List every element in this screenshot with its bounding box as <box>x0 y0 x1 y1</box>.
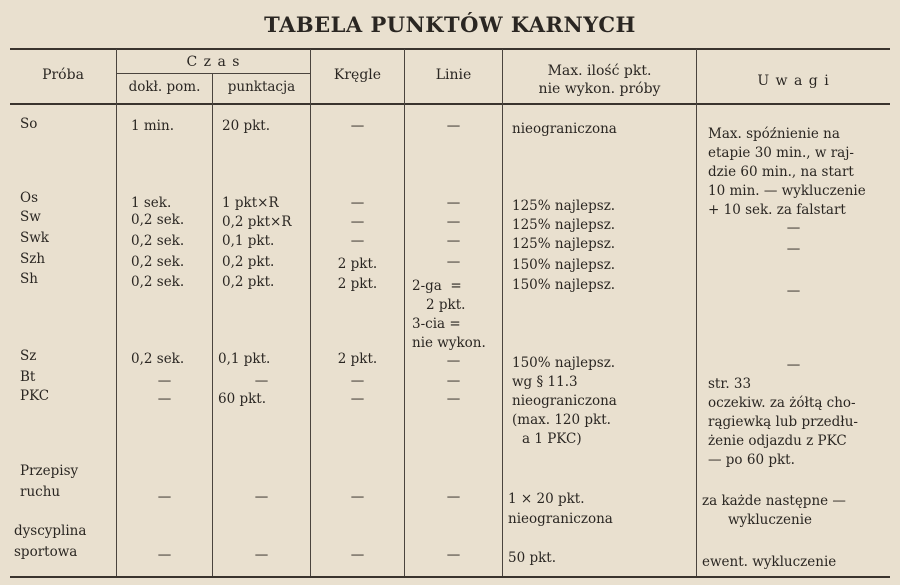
max-swk: 125% najlepsz. <box>512 236 616 252</box>
linie-przepisy: — <box>446 489 461 505</box>
uwagi-pkc-line1: oczekiw. za żółtą cho- <box>708 395 856 411</box>
max-sz: 150% najlepsz. <box>512 355 616 371</box>
punkt-dyscyplina: — <box>254 547 269 563</box>
punkt-so: 20 pkt. <box>222 118 271 134</box>
punkt-sz: 0,1 pkt. <box>218 351 271 367</box>
punkt-sw: 0,2 pkt×R <box>222 214 292 230</box>
uwagi-sz: — <box>786 357 801 373</box>
proba-pkc: PKC <box>20 388 50 404</box>
punkt-przepisy: — <box>254 489 269 505</box>
max-so: nieograniczona <box>512 121 617 137</box>
uwagi-so-line2: etapie 30 min., w raj- <box>708 145 854 161</box>
column-divider <box>502 49 503 576</box>
dokl-bt: — <box>157 373 172 389</box>
linie-swk: — <box>446 233 461 249</box>
uwagi-pkc-line3: żenie odjazdu z PKC <box>708 433 847 449</box>
uwagi-so-line1: Max. spóźnienie na <box>708 126 840 142</box>
max-pkc-line3: a 1 PKC) <box>522 431 582 447</box>
uwagi-swk: — <box>786 220 801 236</box>
header-kregle: Kręgle <box>333 67 382 83</box>
table-bottom-border <box>10 576 890 578</box>
proba-os: Os <box>20 190 38 206</box>
max-pkc-line1: nieograniczona <box>512 393 617 409</box>
proba-dyscyplina-line2: sportowa <box>14 544 78 560</box>
max-przepisy-line1: 1 × 20 pkt. <box>508 491 585 507</box>
kregle-bt: — <box>350 373 365 389</box>
header-dokl-pom: dokł. pom. <box>128 79 201 95</box>
dokl-przepisy: — <box>157 489 172 505</box>
dokl-dyscyplina: — <box>157 547 172 563</box>
dokl-pkc: — <box>157 391 172 407</box>
proba-sw: Sw <box>20 209 41 225</box>
max-dyscyplina: 50 pkt. <box>508 550 557 566</box>
uwagi-przepisy-line2: wykluczenie <box>728 512 813 528</box>
kregle-sz: 2 pkt. <box>337 351 378 367</box>
uwagi-przepisy-line1: za każde następne — <box>702 493 846 509</box>
uwagi-so-line4: 10 min. — wykluczenie <box>708 183 866 199</box>
table-top-border <box>10 48 890 50</box>
punkt-swk: 0,1 pkt. <box>222 233 275 249</box>
linie-pkc: — <box>446 391 461 407</box>
header-proba: Próba <box>42 67 84 83</box>
linie-sh-line4: nie wykon. <box>412 335 486 351</box>
proba-sz: Sz <box>20 348 37 364</box>
proba-przepisy-line2: ruchu <box>20 484 61 500</box>
linie-szh: — <box>446 254 461 270</box>
proba-przepisy-line1: Przepisy <box>20 463 79 479</box>
kregle-swk: — <box>350 233 365 249</box>
punkt-bt: — <box>254 373 269 389</box>
max-sw: 125% najlepsz. <box>512 217 616 233</box>
linie-os: — <box>446 195 461 211</box>
proba-dyscyplina-line1: dyscyplina <box>14 523 87 539</box>
dokl-sw: 0,2 sek. <box>131 212 185 228</box>
dokl-so: 1 min. <box>131 118 174 134</box>
punkt-szh: 0,2 pkt. <box>222 254 275 270</box>
kregle-so: — <box>350 118 365 134</box>
punkt-pkc: 60 pkt. <box>218 391 267 407</box>
header-punktacja: punktacja <box>227 79 296 95</box>
linie-dyscyplina: — <box>446 547 461 563</box>
uwagi-bt: str. 33 <box>708 376 752 392</box>
uwagi-so-line3: dzie 60 min., na start <box>708 164 854 180</box>
linie-sw: — <box>446 214 461 230</box>
dokl-szh: 0,2 sek. <box>131 254 185 270</box>
header-max-line2: nie wykon. próby <box>538 81 661 97</box>
max-pkc-line2: (max. 120 pkt. <box>512 412 611 428</box>
dokl-sz: 0,2 sek. <box>131 351 185 367</box>
linie-sh-line3: 3-cia = <box>412 316 461 332</box>
linie-sz: — <box>446 353 461 369</box>
max-os: 125% najlepsz. <box>512 198 616 214</box>
uwagi-sh: — <box>786 283 801 299</box>
linie-sh-line1: 2-ga = <box>412 278 462 294</box>
kregle-sh: 2 pkt. <box>337 276 378 292</box>
max-szh: 150% najlepsz. <box>512 257 616 273</box>
uwagi-pkc-line4: — po 60 pkt. <box>708 452 795 468</box>
max-bt: wg § 11.3 <box>512 374 578 390</box>
header-czas: C z a s <box>186 54 241 70</box>
punkt-sh: 0,2 pkt. <box>222 274 275 290</box>
kregle-os: — <box>350 195 365 211</box>
uwagi-szh: — <box>786 241 801 257</box>
kregle-sw: — <box>350 214 365 230</box>
kregle-szh: 2 pkt. <box>337 256 378 272</box>
linie-so: — <box>446 118 461 134</box>
max-przepisy-line2: nieograniczona <box>508 511 613 527</box>
czas-subheader-divider <box>117 73 310 74</box>
proba-so: So <box>20 116 38 132</box>
page-title: TABELA PUNKTÓW KARNYCH <box>264 12 636 37</box>
kregle-dyscyplina: — <box>350 547 365 563</box>
proba-sh: Sh <box>20 271 38 287</box>
kregle-pkc: — <box>350 391 365 407</box>
linie-bt: — <box>446 373 461 389</box>
dokl-sh: 0,2 sek. <box>131 274 185 290</box>
proba-swk: Swk <box>20 230 49 246</box>
header-bottom-border <box>10 103 890 105</box>
header-linie: Linie <box>435 67 472 83</box>
header-max-line1: Max. ilość pkt. <box>547 63 652 79</box>
uwagi-dyscyplina: ewent. wykluczenie <box>702 554 837 570</box>
dokl-os: 1 sek. <box>131 195 172 211</box>
uwagi-so-line5: + 10 sek. za falstart <box>708 202 846 218</box>
header-uwagi: U w a g i <box>757 73 830 89</box>
kregle-przepisy: — <box>350 489 365 505</box>
column-divider <box>696 49 697 576</box>
linie-sh-line2: 2 pkt. <box>426 297 466 313</box>
proba-bt: Bt <box>20 369 36 385</box>
max-sh: 150% najlepsz. <box>512 277 616 293</box>
uwagi-pkc-line2: rągiewką lub przedłu- <box>708 414 858 430</box>
proba-szh: Szh <box>20 251 46 267</box>
punkt-os: 1 pkt×R <box>222 195 279 211</box>
dokl-swk: 0,2 sek. <box>131 233 185 249</box>
